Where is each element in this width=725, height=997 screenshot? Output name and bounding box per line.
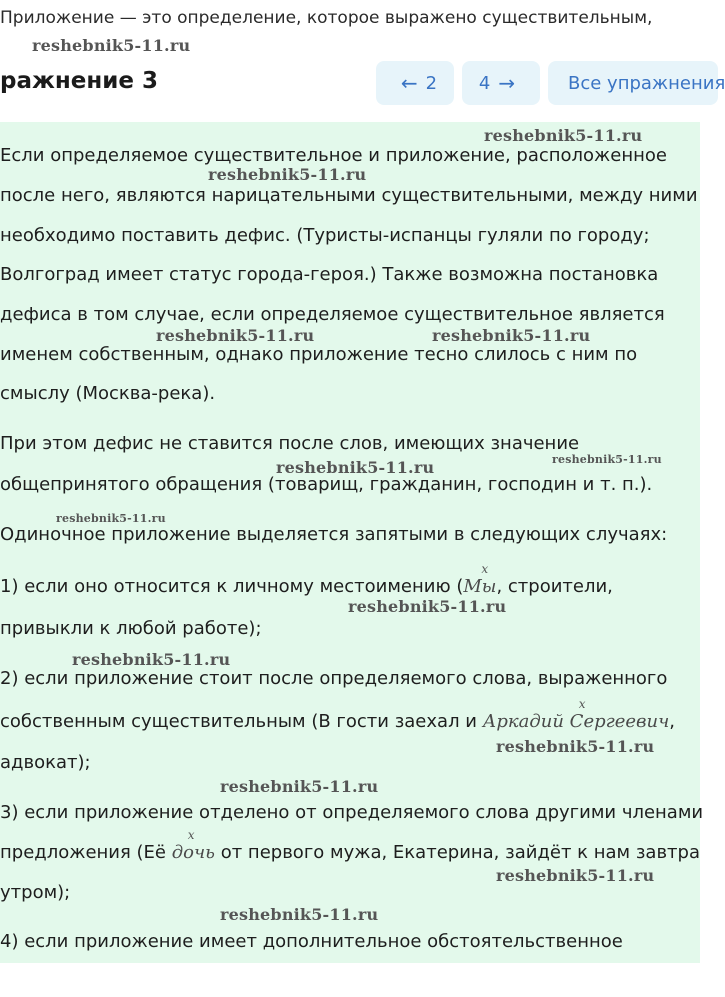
text-line: после него, являются нарицательными существительными, между ними [0, 185, 698, 206]
text-line: 2) если приложение стоит после определяемого слова, выраженного [0, 668, 668, 689]
text-line: смыслу (Москва-река). [0, 383, 216, 404]
all-exercises-button[interactable] [548, 61, 725, 105]
arrow-right-icon: → [498, 71, 516, 95]
handwritten-mark: x [578, 697, 586, 711]
watermark: reshebnik5-11.ru [220, 777, 379, 796]
text-line: 3) если приложение отделено от определяемого слова другими членами [0, 802, 704, 823]
watermark: reshebnik5-11.ru [220, 905, 379, 924]
all-exercises-label: Все упражнения [568, 72, 725, 94]
text-line: 4) если приложение имеет дополнительное обстоятельственное [0, 931, 623, 952]
exercise-title: ражнение 3 [0, 68, 158, 94]
watermark: reshebnik5-11.ru [208, 165, 367, 184]
handwritten-mark: x [187, 828, 195, 842]
text-line: Волгоград имеет статус города-героя.) Также возможна постановка [0, 264, 659, 285]
next-exercise-number: 4 [478, 72, 491, 94]
text-line: Одиночное приложение выделяется запятыми в следующих случаях: [0, 524, 668, 545]
next-exercise-button[interactable] [462, 61, 540, 105]
watermark: reshebnik5-11.ru [72, 650, 231, 669]
watermark: reshebnik5-11.ru [348, 597, 507, 616]
watermark: reshebnik5-11.ru [496, 866, 655, 885]
text-line: При этом дефис не ставится после слов, имеющих значение [0, 433, 580, 454]
watermark: reshebnik5-11.ru [32, 36, 191, 55]
text-line: адвокат); [0, 752, 91, 773]
text-line: именем собственным, однако приложение тесно слилось с ним по [0, 344, 638, 365]
prev-exercise-button[interactable] [376, 61, 454, 105]
text-line: собственным существительным (В гости заехал и x Аркадий Сергеевич, [0, 697, 676, 732]
text-line: Если определяемое существительное и приложение, расположенное [0, 145, 667, 166]
watermark: reshebnik5-11.ru [156, 326, 315, 345]
text-line: привыкли к любой работе); [0, 618, 262, 639]
arrow-left-icon: ← [400, 71, 418, 95]
handwritten-word: x Аркадий Сергеевич [482, 697, 670, 732]
watermark: reshebnik5-11.ru [56, 512, 166, 525]
watermark: reshebnik5-11.ru [276, 458, 435, 477]
prev-exercise-number: 2 [425, 72, 438, 94]
text-line: 1) если оно относится к личному местоимению ( x Мы, строители, [0, 562, 613, 597]
handwritten-word: x дочь [171, 828, 215, 863]
text-line: утром); [0, 882, 71, 903]
watermark: reshebnik5-11.ru [552, 453, 662, 466]
text-line: предложения (Её x дочь от первого мужа, Екатерина, зайдёт к нам завтра [0, 828, 700, 863]
handwritten-word: x Мы [463, 562, 497, 597]
text-line: необходимо поставить дефис. (Туристы-испанцы гуляли по городу; [0, 225, 650, 246]
text-line: дефиса в том случае, если определяемое существительное является [0, 304, 665, 325]
watermark: reshebnik5-11.ru [432, 326, 591, 345]
intro-text: Приложение — это определение, которое выражено существительным, [0, 8, 653, 28]
text-line: общепринятого обращения (товарищ, гражданин, господин и т. п.). [0, 474, 653, 495]
watermark: reshebnik5-11.ru [496, 737, 655, 756]
handwritten-mark: x [481, 562, 489, 576]
solution-content [0, 122, 704, 963]
watermark: reshebnik5-11.ru [484, 126, 643, 145]
